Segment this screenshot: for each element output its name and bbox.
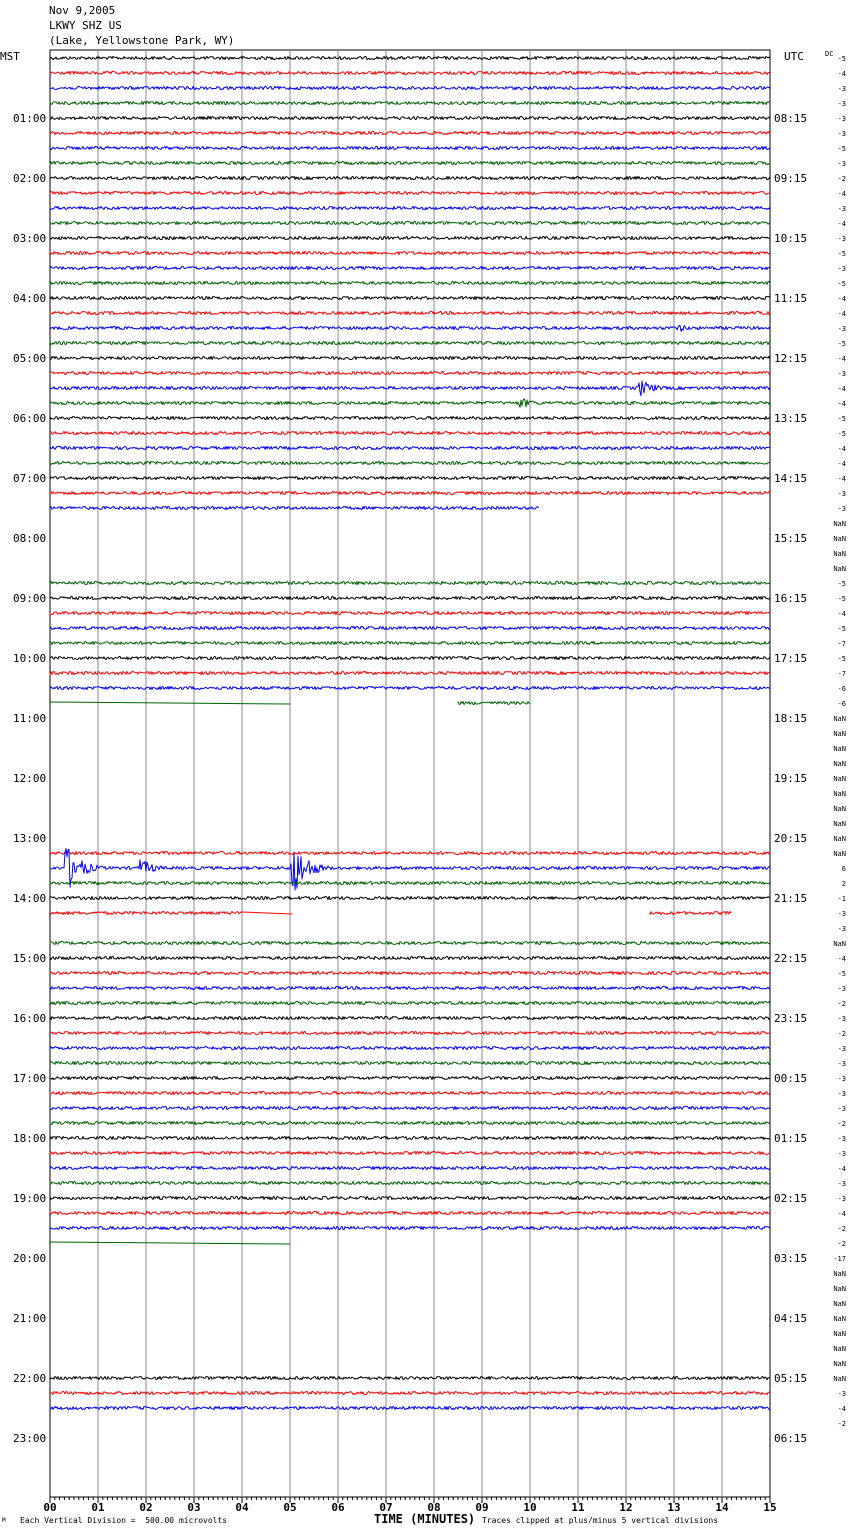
trace-line [50, 686, 770, 689]
trace-line [50, 641, 770, 644]
dc-offset-label: NaN [833, 835, 846, 843]
dc-offset-label: 6 [841, 865, 846, 873]
trace-line [50, 371, 770, 374]
x-tick-label: 03 [187, 1501, 201, 1514]
dc-offset-label: NaN [833, 1285, 846, 1293]
hour-label-utc: 04:15 [774, 1312, 808, 1325]
dc-offset-label: -3 [837, 1015, 846, 1023]
trace-line [50, 1376, 770, 1379]
trace-line [50, 1046, 770, 1049]
hour-label-mst: 13:00 [13, 832, 47, 845]
trace-line [50, 1106, 770, 1109]
hour-label-utc: 08:15 [774, 112, 808, 125]
trace-line [50, 1016, 770, 1019]
dc-offset-label: -5 [837, 250, 846, 258]
dc-offset-label: -4 [837, 190, 846, 198]
trace-line [50, 356, 770, 359]
hour-label-utc: 14:15 [774, 472, 808, 485]
x-tick-label: 01 [91, 1501, 105, 1514]
dc-offset-label: -4 [837, 1210, 846, 1218]
dc-offset-label: -5 [837, 625, 846, 633]
trace-line [50, 1226, 770, 1229]
x-tick-label: 08 [427, 1501, 441, 1514]
x-tick-label: 00 [43, 1501, 57, 1514]
dc-offset-label: NaN [833, 565, 846, 573]
dc-offset-label: -2 [837, 175, 846, 183]
dc-offset-label: NaN [833, 715, 846, 723]
dc-offset-label: -3 [837, 1060, 846, 1068]
trace-line [50, 971, 770, 974]
dc-offset-label: NaN [833, 1300, 846, 1308]
trace-line [50, 1091, 770, 1094]
dc-offset-label: -5 [837, 340, 846, 348]
dc-offset-label: -3 [837, 1180, 846, 1188]
x-tick-label: 06 [331, 1501, 345, 1514]
clip-note: Traces clipped at plus/minus 5 vertical divisions [482, 1516, 719, 1525]
trace-line [50, 626, 770, 629]
dc-offset-label: NaN [833, 730, 846, 738]
hour-label-mst: 07:00 [13, 472, 47, 485]
trace-line [50, 416, 770, 419]
dc-offset-label: -3 [837, 1135, 846, 1143]
dc-offset-label: -4 [837, 955, 846, 963]
dc-offset-label: -3 [837, 205, 846, 213]
hour-label-utc: 19:15 [774, 772, 808, 785]
dc-offset-label: -2 [837, 1030, 846, 1038]
trace-line [50, 581, 770, 584]
dc-offset-label: -3 [837, 160, 846, 168]
dc-offset-label: -2 [837, 1420, 846, 1428]
dc-offset-label: NaN [833, 1330, 846, 1338]
trace-line [50, 1061, 770, 1064]
dc-offset-label: -3 [837, 1150, 846, 1158]
hour-label-utc: 10:15 [774, 232, 808, 245]
dc-offset-label: NaN [833, 1315, 846, 1323]
dc-offset-label: -4 [837, 475, 846, 483]
x-tick-label: 14 [715, 1501, 729, 1514]
dc-offset-label: -4 [837, 1405, 846, 1413]
hour-label-mst: 19:00 [13, 1192, 47, 1205]
trace-line [50, 671, 770, 674]
dc-offset-label: -3 [837, 85, 846, 93]
dc-offset-label: -3 [837, 925, 846, 933]
corner-mark: M [2, 1517, 6, 1524]
dc-offset-label: -5 [837, 970, 846, 978]
trace-line [50, 611, 770, 614]
dc-offset-label: NaN [833, 520, 846, 528]
trace-line [50, 1242, 290, 1244]
dc-offset-label: -3 [837, 910, 846, 918]
hour-label-utc: 20:15 [774, 832, 808, 845]
trace-line [50, 941, 770, 944]
dc-offset-label: -3 [837, 1105, 846, 1113]
hour-label-utc: 15:15 [774, 532, 808, 545]
trace-line [50, 1076, 770, 1079]
dc-offset-label: -3 [837, 985, 846, 993]
hour-label-mst: 18:00 [13, 1132, 47, 1145]
trace-line [50, 431, 770, 434]
dc-offset-label: -17 [833, 1255, 846, 1263]
dc-offset-label: -4 [837, 70, 846, 78]
trace-line [50, 956, 770, 959]
trace-line [50, 1031, 770, 1034]
dc-offset-label: -6 [837, 685, 846, 693]
dc-offset-label: -3 [837, 1195, 846, 1203]
hour-label-utc: 12:15 [774, 352, 808, 365]
trace-line [50, 146, 770, 149]
dc-offset-label: -4 [837, 610, 846, 618]
trace-line [50, 1196, 770, 1199]
hour-label-utc: 22:15 [774, 952, 808, 965]
dc-offset-label: -5 [837, 55, 846, 63]
trace-line [50, 191, 770, 194]
hour-label-utc: 21:15 [774, 892, 808, 905]
hour-label-mst: 21:00 [13, 1312, 47, 1325]
dc-offset-label: NaN [833, 820, 846, 828]
dc-offset-label: -7 [837, 640, 846, 648]
trace-line [242, 912, 292, 914]
dc-offset-label: NaN [833, 745, 846, 753]
dc-offset-label: -4 [837, 295, 846, 303]
dc-offset-label: NaN [833, 1345, 846, 1353]
dc-offset-label: -6 [837, 700, 846, 708]
dc-offset-label: -3 [837, 115, 846, 123]
trace-line [50, 476, 770, 479]
dc-offset-label: -4 [837, 355, 846, 363]
hour-label-mst: 22:00 [13, 1372, 47, 1385]
hour-label-mst: 11:00 [13, 712, 47, 725]
dc-offset-label: -3 [837, 370, 846, 378]
dc-offset-label: -3 [837, 130, 846, 138]
hour-label-utc: 23:15 [774, 1012, 808, 1025]
trace-line [50, 1166, 770, 1169]
dc-offset-label: -4 [837, 220, 846, 228]
dc-offset-label: NaN [833, 1375, 846, 1383]
hour-label-utc: 16:15 [774, 592, 808, 605]
trace-line [50, 506, 539, 509]
trace-line [50, 206, 770, 209]
hour-label-mst: 10:00 [13, 652, 47, 665]
hour-label-utc: 11:15 [774, 292, 808, 305]
x-tick-label: 02 [139, 1501, 153, 1514]
dc-offset-label: -3 [837, 265, 846, 273]
hour-label-utc: 13:15 [774, 412, 808, 425]
trace-line [50, 596, 770, 599]
trace-line [50, 702, 290, 704]
right-axis-title: UTC [784, 50, 804, 63]
trace-line [50, 381, 770, 396]
dc-offset-label: NaN [833, 550, 846, 558]
hour-label-mst: 12:00 [13, 772, 47, 785]
x-tick-label: 11 [571, 1501, 585, 1514]
trace-line [50, 446, 770, 449]
hour-label-mst: 17:00 [13, 1072, 47, 1085]
dc-offset-label: NaN [833, 850, 846, 858]
trace-line [458, 702, 530, 705]
hour-label-mst: 09:00 [13, 592, 47, 605]
hour-label-mst: 14:00 [13, 892, 47, 905]
trace-line [50, 296, 770, 299]
scale-note: Each Vertical Division = 500.00 microvolts [20, 1516, 228, 1525]
trace-line [50, 1136, 770, 1139]
dc-offset-label: NaN [833, 1360, 846, 1368]
trace-line [50, 986, 770, 989]
hour-label-utc: 00:15 [774, 1072, 808, 1085]
x-tick-label: 04 [235, 1501, 249, 1514]
hour-label-mst: 05:00 [13, 352, 47, 365]
dc-offset-label: -3 [837, 1390, 846, 1398]
dc-offset-label: -3 [837, 1090, 846, 1098]
dc-offset-label: NaN [833, 760, 846, 768]
dc-offset-label: -5 [837, 145, 846, 153]
dc-offset-label: NaN [833, 775, 846, 783]
x-tick-label: 12 [619, 1501, 633, 1514]
trace-line [50, 461, 770, 464]
dc-offset-label: -3 [837, 505, 846, 513]
hour-label-utc: 06:15 [774, 1432, 808, 1445]
hour-label-mst: 04:00 [13, 292, 47, 305]
station-code: LKWY SHZ US [49, 19, 122, 32]
dc-offset-label: NaN [833, 535, 846, 543]
trace-line [50, 266, 770, 269]
trace-line [50, 131, 770, 134]
dc-offset-label: -1 [837, 895, 846, 903]
dc-offset-label: -5 [837, 280, 846, 288]
hour-label-mst: 01:00 [13, 112, 47, 125]
hour-label-utc: 02:15 [774, 1192, 808, 1205]
hour-label-mst: 03:00 [13, 232, 47, 245]
dc-offset-label: -4 [837, 400, 846, 408]
dc-offset-label: -3 [837, 235, 846, 243]
trace-line [650, 911, 731, 914]
hour-label-mst: 15:00 [13, 952, 47, 965]
trace-line [50, 325, 770, 331]
x-tick-label: 05 [283, 1501, 297, 1514]
x-tick-label: 15 [763, 1501, 777, 1514]
dc-offset-label: -4 [837, 460, 846, 468]
x-tick-label: 09 [475, 1501, 489, 1514]
trace-line [50, 399, 770, 408]
dc-offset-label: 2 [841, 880, 846, 888]
hour-label-mst: 20:00 [13, 1252, 47, 1265]
trace-line [50, 116, 770, 119]
x-tick-label: 07 [379, 1501, 393, 1514]
station-location: (Lake, Yellowstone Park, WY) [49, 34, 235, 47]
dc-offset-label: -2 [837, 1000, 846, 1008]
hour-label-utc: 01:15 [774, 1132, 808, 1145]
trace-line [50, 311, 770, 314]
hour-label-utc: 09:15 [774, 172, 808, 185]
hour-label-mst: 08:00 [13, 532, 47, 545]
plot-frame [50, 50, 770, 1497]
hour-label-mst: 06:00 [13, 412, 47, 425]
trace-line [50, 71, 770, 74]
dc-offset-label: NaN [833, 1270, 846, 1278]
dc-offset-label: -4 [837, 445, 846, 453]
trace-line [50, 56, 770, 59]
hour-label-mst: 23:00 [13, 1432, 47, 1445]
dc-offset-label: -3 [837, 100, 846, 108]
dc-header: DC [825, 50, 834, 58]
hour-label-utc: 18:15 [774, 712, 808, 725]
x-tick-label: 13 [667, 1501, 681, 1514]
trace-line [50, 881, 770, 884]
dc-offset-label: -2 [837, 1120, 846, 1128]
dc-offset-label: NaN [833, 940, 846, 948]
dc-offset-label: NaN [833, 805, 846, 813]
trace-line [50, 491, 770, 494]
hour-label-mst: 16:00 [13, 1012, 47, 1025]
dc-offset-label: -3 [837, 490, 846, 498]
trace-line [50, 656, 770, 659]
dc-offset-label: -3 [837, 1045, 846, 1053]
dc-offset-label: -4 [837, 385, 846, 393]
x-axis-title: TIME (MINUTES) [374, 1512, 476, 1526]
dc-offset-label: NaN [833, 790, 846, 798]
dc-offset-label: -3 [837, 1075, 846, 1083]
dc-offset-label: -4 [837, 1165, 846, 1173]
trace-line [50, 896, 770, 899]
hour-label-utc: 05:15 [774, 1372, 808, 1385]
dc-offset-label: -5 [837, 430, 846, 438]
hour-label-utc: 03:15 [774, 1252, 808, 1265]
trace-line [50, 86, 770, 89]
dc-offset-label: -2 [837, 1225, 846, 1233]
dc-offset-label: -5 [837, 655, 846, 663]
dc-offset-label: -2 [837, 1240, 846, 1248]
trace-line [50, 341, 770, 344]
hour-label-utc: 17:15 [774, 652, 808, 665]
plot-date: Nov 9,2005 [49, 4, 116, 17]
trace-line [50, 1121, 770, 1124]
dc-offset-label: -5 [837, 580, 846, 588]
trace-line [50, 1406, 770, 1409]
x-tick-label: 10 [523, 1501, 537, 1514]
trace-line [50, 851, 770, 854]
hour-label-mst: 02:00 [13, 172, 47, 185]
trace-line [50, 251, 770, 254]
trace-line [50, 176, 770, 179]
dc-offset-label: -7 [837, 670, 846, 678]
trace-line [50, 1001, 770, 1004]
trace-line [50, 1181, 770, 1184]
trace-line [50, 236, 770, 239]
trace-line [50, 1151, 770, 1154]
dc-offset-label: -3 [837, 325, 846, 333]
trace-line [50, 1391, 770, 1394]
trace-line [50, 1211, 770, 1214]
dc-offset-label: -5 [837, 595, 846, 603]
trace-line [50, 221, 770, 224]
trace-line [50, 281, 770, 284]
left-axis-title: MST [0, 50, 20, 63]
trace-line [50, 161, 770, 164]
dc-offset-label: -4 [837, 310, 846, 318]
dc-offset-label: -5 [837, 415, 846, 423]
trace-line [50, 101, 770, 104]
